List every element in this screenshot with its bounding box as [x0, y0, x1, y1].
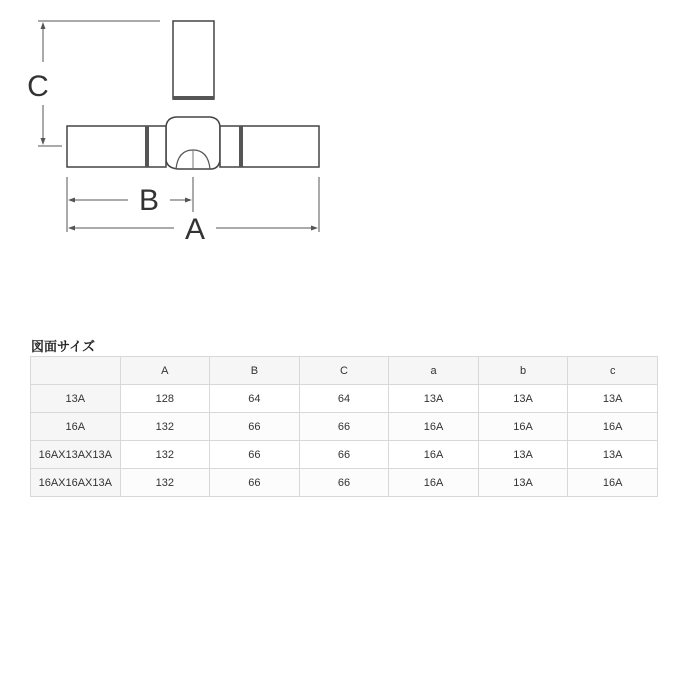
dimension-c-label: C [27, 70, 49, 103]
table-header-cell: c [568, 357, 658, 385]
table-cell: 13A [478, 385, 568, 413]
table-header-cell: A [120, 357, 210, 385]
table-cell: 16A [478, 413, 568, 441]
table-cell: 66 [210, 413, 300, 441]
dimension-a-label: A [184, 213, 206, 246]
table-cell: 66 [299, 441, 389, 469]
branch-pipe [173, 21, 214, 100]
table-cell: 13A [389, 385, 479, 413]
table-cell: 64 [210, 385, 300, 413]
table-header-cell: b [478, 357, 568, 385]
table-cell: 13A [478, 469, 568, 497]
table-row [31, 441, 658, 469]
table-row [31, 385, 658, 413]
table-cell: 128 [120, 385, 210, 413]
table-cell: 16A [389, 469, 479, 497]
table-header-cell: B [210, 357, 300, 385]
table-cell: 66 [210, 441, 300, 469]
right-run-pipe [220, 126, 319, 167]
table-cell: 16AX16AX13A [31, 469, 121, 497]
table-cell: 13A [31, 385, 121, 413]
table-cell: 64 [299, 385, 389, 413]
table-cell: 13A [568, 441, 658, 469]
table-cell: 132 [120, 413, 210, 441]
table-header-cell: a [389, 357, 479, 385]
table-row [31, 469, 658, 497]
table-cell: 16A [389, 441, 479, 469]
table-cell: 16A [568, 469, 658, 497]
tee-body [166, 117, 220, 169]
table-header-row [31, 357, 658, 385]
left-run-pipe [67, 126, 166, 167]
size-table [30, 356, 658, 497]
table-cell: 132 [120, 469, 210, 497]
section-title: 図面サイズ [31, 339, 95, 354]
table-cell: 132 [120, 441, 210, 469]
dimension-b [67, 177, 193, 232]
table-header-cell [31, 357, 121, 385]
table-cell: 13A [568, 385, 658, 413]
table-cell: 66 [299, 413, 389, 441]
table-cell: 66 [210, 469, 300, 497]
table-cell: 16AX13AX13A [31, 441, 121, 469]
dimension-b-label: B [138, 184, 160, 217]
tee-fitting-diagram [0, 0, 700, 250]
table-cell: 66 [299, 469, 389, 497]
table-cell: 16A [389, 413, 479, 441]
table-row [31, 413, 658, 441]
table-cell: 16A [568, 413, 658, 441]
table-cell: 13A [478, 441, 568, 469]
table-header-cell: C [299, 357, 389, 385]
table-cell: 16A [31, 413, 121, 441]
